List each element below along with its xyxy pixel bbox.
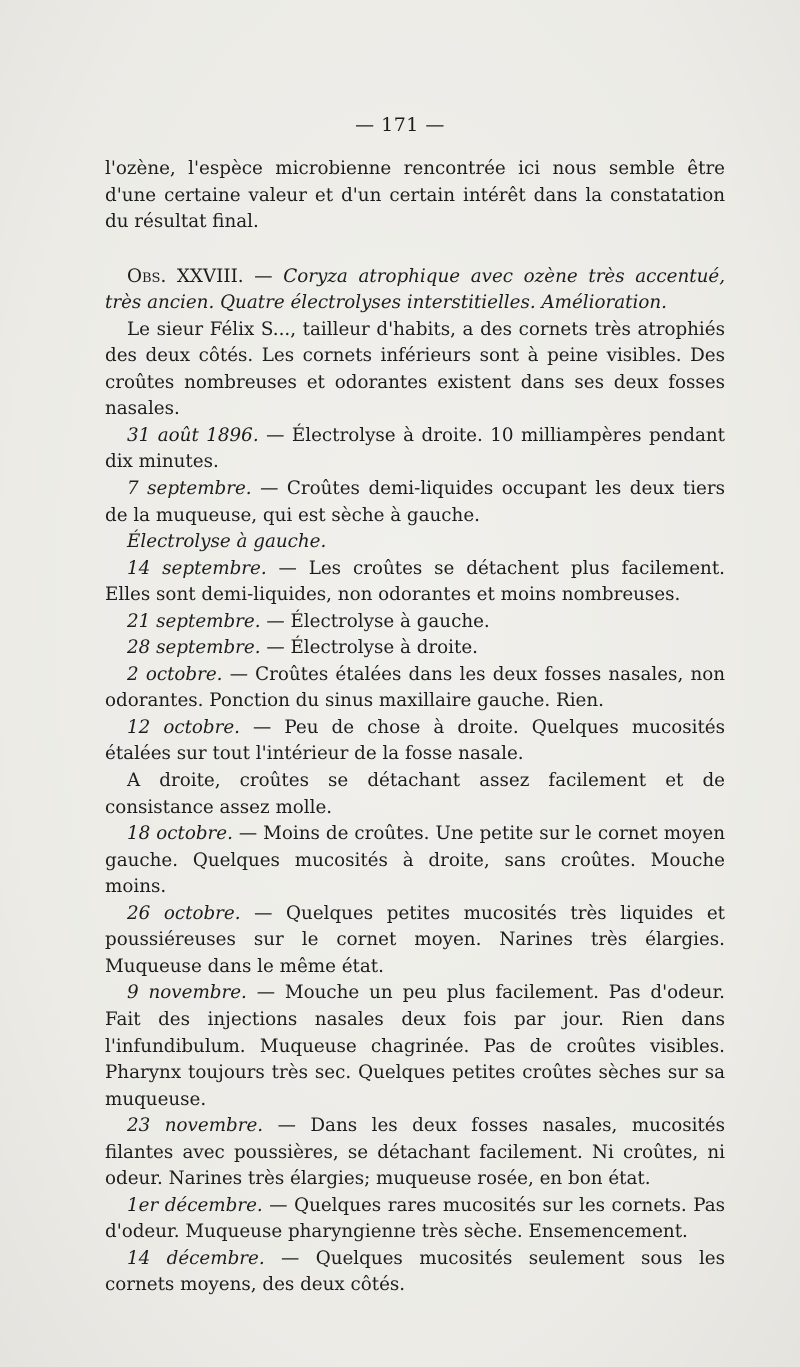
observation-heading — [105, 264, 725, 317]
case-entry — [105, 715, 725, 768]
case-entry — [105, 556, 725, 609]
entry-text: — Quelques petites mucosités très liquides et poussiéreuses sur le cornet moyen. Narines très élargies. Muqueuse dans le même état. — [105, 902, 725, 977]
body-text — [105, 156, 725, 1299]
case-entry — [105, 1246, 725, 1299]
entry-date: 1er décembre. — [127, 1194, 263, 1216]
case-entry — [105, 768, 725, 821]
entry-text: A droite, croûtes se détachant assez facilement et de consistance assez molle. — [105, 770, 725, 818]
intro-paragraph: l'ozène, l'espèce microbienne rencontrée ici nous semble être d'une certaine valeur et d'un certain intérêt dans la constatation du résultat final. — [105, 158, 725, 233]
entry-text: — Dans les deux fosses nasales, mucosités filantes avec poussières, se détachant facilement. Ni croûtes, ni odeur. Narines très élargies; muqueuse rosée, en bon état. — [105, 1115, 725, 1190]
page-number: — 171 — — [355, 114, 445, 136]
entry-text: Le sieur Félix S..., tailleur d'habits, a des cornets très atrophiés des deux côtés. Les cornets inférieurs sont à peine visibles. Des croûtes nombreuses et odorantes existent dans ses deux fosses nasales. — [105, 318, 725, 420]
entry-text: — Croûtes demi-liquides occupant les deux tiers de la muqueuse, qui est sèche à gauche. — [105, 478, 725, 526]
case-entry — [105, 476, 725, 529]
case-entry — [105, 821, 725, 901]
entry-date: 31 août 1896. — [127, 424, 259, 446]
entry-date: 26 octobre. — [127, 902, 241, 924]
entry-date: 23 novembre. — [127, 1115, 264, 1137]
entry-date: 7 septembre. — [127, 478, 252, 500]
case-entry — [105, 635, 725, 662]
entry-date: 21 septembre. — [127, 610, 261, 632]
case-entry — [105, 529, 725, 556]
case-entry — [105, 662, 725, 715]
case-entry — [105, 423, 725, 476]
entry-text: — Croûtes étalées dans les deux fosses nasales, non odorantes. Ponction du sinus maxillaire gauche. Rien. — [105, 663, 725, 712]
entry-date: 28 septembre. — [127, 637, 261, 659]
entry-text: — Peu de chose à droite. Quelques mucosités étalées sur tout l'intérieur de la fosse nasale. — [105, 716, 725, 765]
entry-date: 14 décembre. — [127, 1247, 265, 1269]
case-entry — [105, 1193, 725, 1246]
case-entry — [105, 901, 725, 981]
case-entry — [105, 317, 725, 423]
entry-text: — Quelques rares mucosités sur les cornets. Pas d'odeur. Muqueuse pharyngienne très sèche. Ensemencement. — [105, 1194, 725, 1243]
entry-date: Électrolyse à gauche. — [127, 531, 327, 553]
case-entries — [105, 317, 725, 1299]
case-entry — [105, 980, 725, 1113]
entry-text: — Électrolyse à gauche. — [260, 610, 490, 632]
entry-date: 18 octobre. — [127, 823, 233, 845]
case-entry — [105, 1113, 725, 1193]
entry-text: — Quelques mucosités seulement sous les cornets moyens, des deux côtés. — [105, 1247, 725, 1296]
case-entry — [105, 609, 725, 636]
observation-dash: — — [243, 265, 284, 287]
entry-date: 12 octobre. — [127, 716, 240, 738]
observation-label: Obs. XXVIII. — [127, 265, 244, 287]
entry-date: 14 septembre. — [127, 557, 267, 579]
entry-text: — Moins de croûtes. Une petite sur le cornet moyen gauche. Quelques mucosités à droite, sans croûtes. Mouche moins. — [105, 823, 725, 898]
entry-text: — Électrolyse à droite. 10 milliampères pendant dix minutes. — [105, 424, 725, 473]
observation-title: Coryza atrophique avec ozène très accentué, très ancien. Quatre électrolyses interstitielles. Amélioration. — [105, 265, 726, 314]
entry-date: 9 novembre. — [127, 982, 247, 1004]
entry-text: — Électrolyse à droite. — [260, 637, 478, 659]
entry-text: — Les croûtes se détachent plus facilement. Elles sont demi-liquides, non odorantes et moins nombreuses. — [105, 557, 725, 606]
entry-text: — Mouche un peu plus facilement. Pas d'odeur. Fait des injections nasales deux fois par jour. Rien dans l'infundibulum. Muqueuse chagrinée. Pas de croûtes visibles. Pharynx toujours très sec. Quelques petites croûtes sèches sur sa muqueuse. — [105, 982, 725, 1110]
entry-date: 2 octobre. — [127, 663, 223, 685]
